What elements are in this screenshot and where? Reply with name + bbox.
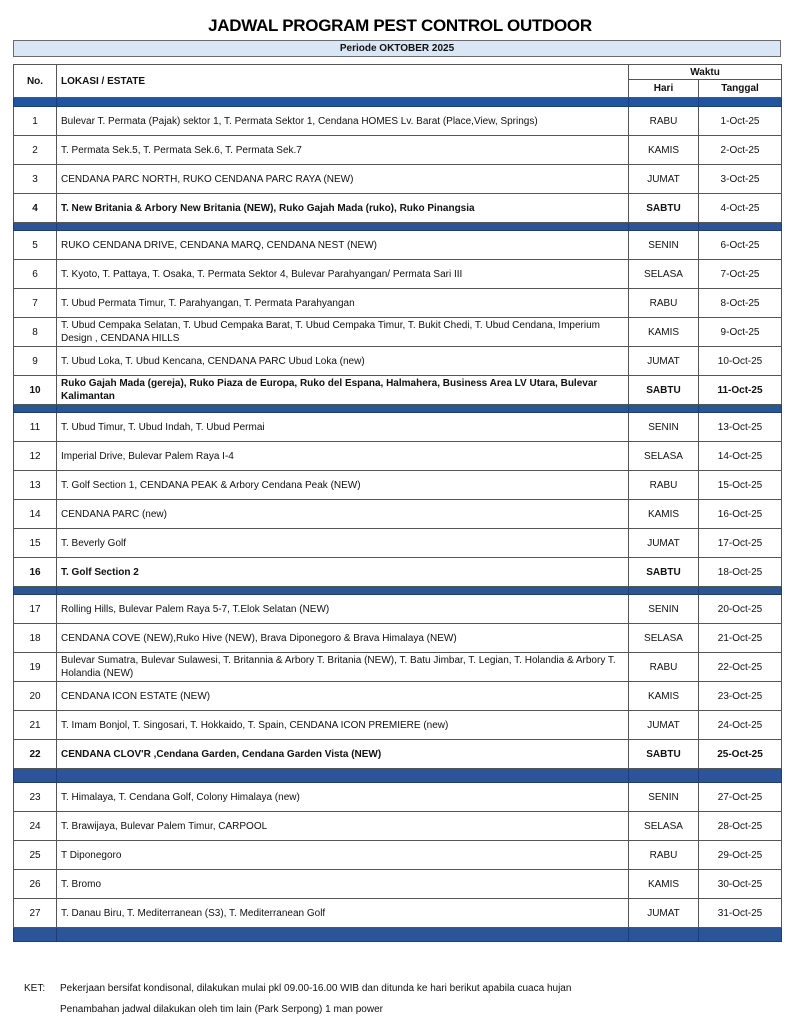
- cell-no: 5: [14, 231, 57, 260]
- cell-lokasi: T. Beverly Golf: [57, 529, 629, 558]
- separator-cell: [699, 587, 782, 595]
- cell-tanggal: 3-Oct-25: [699, 165, 782, 194]
- table-row: [14, 682, 782, 711]
- cell-tanggal: 13-Oct-25: [699, 413, 782, 442]
- cell-no: 1: [14, 107, 57, 136]
- page-title: JADWAL PROGRAM PEST CONTROL OUTDOOR: [208, 16, 592, 35]
- separator-cell: [629, 928, 699, 942]
- separator-cell: [699, 928, 782, 942]
- cell-hari: SENIN: [629, 783, 699, 812]
- period-banner: Periode OKTOBER 2025: [13, 40, 781, 57]
- table-row: [14, 194, 782, 223]
- table-row: [14, 870, 782, 899]
- table-row: [14, 413, 782, 442]
- cell-no: 25: [14, 841, 57, 870]
- cell-lokasi: T. Golf Section 2: [57, 558, 629, 587]
- cell-no: 11: [14, 413, 57, 442]
- table-row: [14, 558, 782, 587]
- cell-tanggal: 16-Oct-25: [699, 500, 782, 529]
- cell-hari: RABU: [629, 471, 699, 500]
- table-row: [14, 783, 782, 812]
- cell-tanggal: 6-Oct-25: [699, 231, 782, 260]
- separator-cell: [629, 223, 699, 231]
- table-row: [14, 442, 782, 471]
- cell-hari: SELASA: [629, 812, 699, 841]
- separator-cell: [57, 587, 629, 595]
- cell-tanggal: 7-Oct-25: [699, 260, 782, 289]
- cell-tanggal: 27-Oct-25: [699, 783, 782, 812]
- cell-hari: SELASA: [629, 260, 699, 289]
- header-lokasi: LOKASI / ESTATE: [57, 65, 629, 98]
- cell-tanggal: 28-Oct-25: [699, 812, 782, 841]
- cell-lokasi: T. Bromo: [57, 870, 629, 899]
- cell-tanggal: 2-Oct-25: [699, 136, 782, 165]
- cell-tanggal: 18-Oct-25: [699, 558, 782, 587]
- header-tanggal: Tanggal: [699, 80, 782, 98]
- cell-tanggal: 20-Oct-25: [699, 595, 782, 624]
- cell-hari: SENIN: [629, 413, 699, 442]
- cell-lokasi: RUKO CENDANA DRIVE, CENDANA MARQ, CENDANA NEST (NEW): [57, 231, 629, 260]
- cell-no: 8: [14, 318, 57, 347]
- cell-no: 9: [14, 347, 57, 376]
- table-row: [14, 136, 782, 165]
- table-row: [14, 318, 782, 347]
- cell-hari: RABU: [629, 107, 699, 136]
- separator-cell: [57, 98, 629, 107]
- cell-lokasi: CENDANA PARC NORTH, RUKO CENDANA PARC RAYA (NEW): [57, 165, 629, 194]
- cell-no: 4: [14, 194, 57, 223]
- header-waktu: Waktu: [629, 65, 782, 80]
- table-row: [14, 165, 782, 194]
- cell-tanggal: 4-Oct-25: [699, 194, 782, 223]
- cell-hari: RABU: [629, 653, 699, 682]
- cell-no: 6: [14, 260, 57, 289]
- separator-cell: [57, 405, 629, 413]
- cell-hari: SABTU: [629, 558, 699, 587]
- cell-lokasi: T. Ubud Loka, T. Ubud Kencana, CENDANA PARC Ubud Loka (new): [57, 347, 629, 376]
- separator-cell: [57, 769, 629, 783]
- table-row: [14, 289, 782, 318]
- cell-lokasi: Bulevar T. Permata (Pajak) sektor 1, T. Permata Sektor 1, Cendana HOMES Lv. Barat (Place,View, Springs): [57, 107, 629, 136]
- separator-cell: [57, 223, 629, 231]
- cell-lokasi: T. Himalaya, T. Cendana Golf, Colony Himalaya (new): [57, 783, 629, 812]
- separator-cell: [629, 405, 699, 413]
- cell-no: 24: [14, 812, 57, 841]
- cell-lokasi: T. Ubud Timur, T. Ubud Indah, T. Ubud Permai: [57, 413, 629, 442]
- cell-hari: KAMIS: [629, 500, 699, 529]
- cell-hari: KAMIS: [629, 682, 699, 711]
- cell-lokasi: T. Ubud Cempaka Selatan, T. Ubud Cempaka Barat, T. Ubud Cempaka Timur, T. Bukit Chedi, T. Ubud Cendana, Imperium Design , CENDANA HILLS: [57, 318, 629, 347]
- notes-text-1: Pekerjaan bersifat kondisonal, dilakukan mulai pkl 09.00-16.00 WIB dan ditunda ke hari berikut apabila cuaca hujan: [60, 983, 572, 994]
- cell-tanggal: 1-Oct-25: [699, 107, 782, 136]
- notes: [24, 978, 571, 1020]
- cell-hari: JUMAT: [629, 347, 699, 376]
- cell-hari: JUMAT: [629, 711, 699, 740]
- notes-text-2: Penambahan jadwal dilakukan oleh tim lain (Park Serpong) 1 man power: [60, 1004, 383, 1015]
- week-separator: [14, 587, 782, 595]
- cell-lokasi: T. New Britania & Arbory New Britania (NEW), Ruko Gajah Mada (ruko), Ruko Pinangsia: [57, 194, 629, 223]
- cell-hari: SABTU: [629, 376, 699, 405]
- header-no: No.: [14, 65, 57, 98]
- separator-cell: [699, 769, 782, 783]
- cell-no: 16: [14, 558, 57, 587]
- header-hari: Hari: [629, 80, 699, 98]
- cell-lokasi: T. Imam Bonjol, T. Singosari, T. Hokkaido, T. Spain, CENDANA ICON PREMIERE (new): [57, 711, 629, 740]
- cell-no: 19: [14, 653, 57, 682]
- cell-tanggal: 24-Oct-25: [699, 711, 782, 740]
- cell-hari: RABU: [629, 841, 699, 870]
- cell-lokasi: Ruko Gajah Mada (gereja), Ruko Piaza de Europa, Ruko del Espana, Halmahera, Business Area LV Utara, Bulevar Kalimantan: [57, 376, 629, 405]
- cell-lokasi: T. Ubud Permata Timur, T. Parahyangan, T. Permata Parahyangan: [57, 289, 629, 318]
- cell-tanggal: 31-Oct-25: [699, 899, 782, 928]
- cell-lokasi: CENDANA CLOV'R ,Cendana Garden, Cendana Garden Vista (NEW): [57, 740, 629, 769]
- cell-lokasi: Imperial Drive, Bulevar Palem Raya I-4: [57, 442, 629, 471]
- separator-cell: [57, 928, 629, 942]
- separator-cell: [14, 98, 57, 107]
- table-row: [14, 471, 782, 500]
- cell-no: 12: [14, 442, 57, 471]
- cell-lokasi: T Diponegoro: [57, 841, 629, 870]
- cell-tanggal: 21-Oct-25: [699, 624, 782, 653]
- cell-no: 26: [14, 870, 57, 899]
- notes-label: KET:: [24, 983, 46, 994]
- cell-tanggal: 30-Oct-25: [699, 870, 782, 899]
- cell-tanggal: 29-Oct-25: [699, 841, 782, 870]
- table-row: [14, 711, 782, 740]
- cell-no: 10: [14, 376, 57, 405]
- cell-no: 7: [14, 289, 57, 318]
- cell-lokasi: CENDANA COVE (NEW),Ruko Hive (NEW), Brava Diponegoro & Brava Himalaya (NEW): [57, 624, 629, 653]
- cell-hari: SENIN: [629, 595, 699, 624]
- cell-tanggal: 17-Oct-25: [699, 529, 782, 558]
- cell-tanggal: 8-Oct-25: [699, 289, 782, 318]
- cell-tanggal: 25-Oct-25: [699, 740, 782, 769]
- cell-lokasi: T. Golf Section 1, CENDANA PEAK & Arbory Cendana Peak (NEW): [57, 471, 629, 500]
- cell-no: 27: [14, 899, 57, 928]
- cell-tanggal: 14-Oct-25: [699, 442, 782, 471]
- cell-hari: JUMAT: [629, 165, 699, 194]
- table-row: [14, 347, 782, 376]
- table-row: [14, 500, 782, 529]
- separator-cell: [14, 769, 57, 783]
- cell-lokasi: T. Kyoto, T. Pattaya, T. Osaka, T. Permata Sektor 4, Bulevar Parahyangan/ Permata Sari III: [57, 260, 629, 289]
- cell-tanggal: 23-Oct-25: [699, 682, 782, 711]
- cell-no: 14: [14, 500, 57, 529]
- cell-lokasi: T. Danau Biru, T. Mediterranean (S3), T. Mediterranean Golf: [57, 899, 629, 928]
- cell-hari: SABTU: [629, 740, 699, 769]
- cell-lokasi: CENDANA ICON ESTATE (NEW): [57, 682, 629, 711]
- week-separator: [14, 223, 782, 231]
- table-row: [14, 841, 782, 870]
- cell-lokasi: Rolling Hills, Bulevar Palem Raya 5-7, T.Elok Selatan (NEW): [57, 595, 629, 624]
- cell-hari: JUMAT: [629, 899, 699, 928]
- table-row: [14, 624, 782, 653]
- cell-hari: KAMIS: [629, 870, 699, 899]
- table-row: [14, 899, 782, 928]
- cell-hari: SELASA: [629, 442, 699, 471]
- separator-cell: [629, 769, 699, 783]
- cell-hari: JUMAT: [629, 529, 699, 558]
- schedule-table: [13, 64, 782, 942]
- schedule-body: [14, 98, 782, 942]
- cell-tanggal: 10-Oct-25: [699, 347, 782, 376]
- separator-cell: [14, 928, 57, 942]
- cell-no: 23: [14, 783, 57, 812]
- cell-no: 2: [14, 136, 57, 165]
- table-row: [14, 231, 782, 260]
- separator-cell: [699, 405, 782, 413]
- separator-cell: [14, 587, 57, 595]
- week-separator: [14, 98, 782, 107]
- cell-lokasi: CENDANA PARC (new): [57, 500, 629, 529]
- cell-no: 18: [14, 624, 57, 653]
- table-row: [14, 653, 782, 682]
- cell-no: 13: [14, 471, 57, 500]
- cell-hari: SABTU: [629, 194, 699, 223]
- table-row: [14, 529, 782, 558]
- cell-lokasi: Bulevar Sumatra, Bulevar Sulawesi, T. Britannia & Arbory T. Britania (NEW), T. Batu Jimbar, T. Legian, T. Holandia & Arbory T. Holandia (NEW): [57, 653, 629, 682]
- week-separator: [14, 928, 782, 942]
- cell-tanggal: 15-Oct-25: [699, 471, 782, 500]
- cell-no: 15: [14, 529, 57, 558]
- cell-no: 3: [14, 165, 57, 194]
- week-separator: [14, 405, 782, 413]
- cell-no: 17: [14, 595, 57, 624]
- separator-cell: [629, 98, 699, 107]
- separator-cell: [14, 405, 57, 413]
- cell-no: 21: [14, 711, 57, 740]
- week-separator: [14, 769, 782, 783]
- cell-tanggal: 9-Oct-25: [699, 318, 782, 347]
- table-row: [14, 740, 782, 769]
- separator-cell: [699, 223, 782, 231]
- cell-hari: SENIN: [629, 231, 699, 260]
- table-row: [14, 812, 782, 841]
- table-row: [14, 107, 782, 136]
- table-row: [14, 260, 782, 289]
- cell-no: 22: [14, 740, 57, 769]
- cell-tanggal: 22-Oct-25: [699, 653, 782, 682]
- cell-tanggal: 11-Oct-25: [699, 376, 782, 405]
- cell-hari: KAMIS: [629, 318, 699, 347]
- separator-cell: [629, 587, 699, 595]
- cell-hari: RABU: [629, 289, 699, 318]
- cell-hari: KAMIS: [629, 136, 699, 165]
- cell-hari: SELASA: [629, 624, 699, 653]
- cell-lokasi: T. Permata Sek.5, T. Permata Sek.6, T. Permata Sek.7: [57, 136, 629, 165]
- notes-line-1: [24, 978, 571, 999]
- separator-cell: [14, 223, 57, 231]
- table-row: [14, 376, 782, 405]
- cell-lokasi: T. Brawijaya, Bulevar Palem Timur, CARPOOL: [57, 812, 629, 841]
- table-row: [14, 595, 782, 624]
- cell-no: 20: [14, 682, 57, 711]
- separator-cell: [699, 98, 782, 107]
